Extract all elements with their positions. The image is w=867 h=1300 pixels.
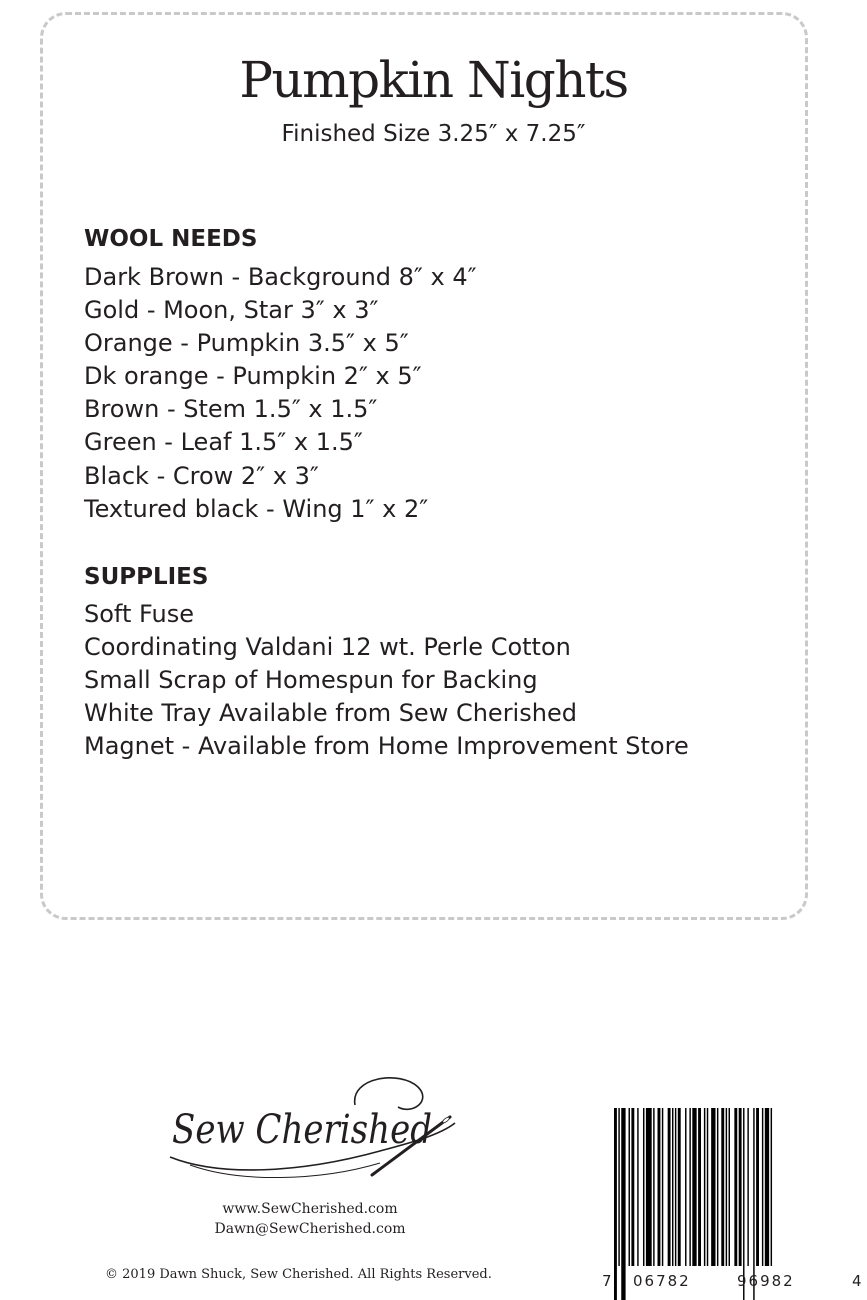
barcode-bar [734,1108,737,1266]
list-item: Dark Brown - Background 8″ x 4″ [84,263,477,291]
barcode-bar [771,1108,772,1266]
barcode-bar [765,1108,769,1266]
pattern-title: Pumpkin Nights [239,51,628,109]
barcode-bar [711,1108,715,1266]
website: www.SewCherished.com [222,1201,398,1217]
copyright: © 2019 Dawn Shuck, Sew Cherished. All Rights Reserved. [105,1267,492,1282]
list-item: Coordinating Valdani 12 wt. Perle Cotton [84,633,571,662]
barcode-bar [729,1108,730,1266]
supplies-heading: SUPPLIES [84,564,209,590]
barcode-bar [646,1108,652,1266]
barcode-bar [721,1108,724,1266]
email: Dawn@SewCherished.com [214,1221,406,1237]
svg-text:Sew Cherished: Sew Cherished [172,1107,432,1153]
list-item: Black - Crow 2″ x 3″ [84,461,319,490]
list-item: Textured black - Wing 1″ x 2″ [84,494,429,523]
wool-needs-heading: WOOL NEEDS [84,226,258,252]
barcode-bar [698,1108,701,1266]
barcode-bar [643,1108,644,1266]
list-item: Orange - Pumpkin 3.5″ x 5″ [84,329,409,358]
barcode-digits-right: 96982 [737,1272,795,1290]
barcode-bar [672,1108,673,1266]
supplies-list [84,598,689,763]
barcode-bar [756,1108,759,1266]
barcode-bar [717,1108,718,1266]
list-item: Small Scrap of Homespun for Backing [84,666,538,695]
barcode-bar [662,1108,663,1266]
barcode-bar [614,1108,617,1300]
barcode-digits-check: 4 [852,1272,864,1290]
list-item: Dk orange - Pumpkin 2″ x 5″ [84,362,422,391]
list-item: Brown - Stem 1.5″ x 1.5″ [84,395,378,424]
list-item: Gold - Moon, Star 3″ x 3″ [84,296,379,325]
barcode-bar [668,1108,671,1266]
barcode-bar [653,1108,654,1266]
barcode-bar [707,1108,708,1266]
barcode-bar [629,1108,630,1266]
barcode-bar [621,1108,625,1300]
barcode-bar [675,1108,676,1266]
barcode-bar [689,1108,690,1266]
list-item: Green - Leaf 1.5″ x 1.5″ [84,428,363,457]
barcode-bar [631,1108,634,1266]
barcode-bar [678,1108,681,1266]
barcode-digits-left: 06782 [633,1272,691,1290]
list-item: White Tray Available from Sew Cherished [84,699,577,728]
barcode-bar [692,1108,696,1266]
barcode-bar [637,1108,638,1266]
list-item: Magnet - Available from Home Improvement Store [84,732,689,761]
finished-size: Finished Size 3.25″ x 7.25″ [281,121,586,147]
barcode-bar [726,1108,727,1266]
barcode-bar [618,1108,619,1266]
barcode-bar [704,1108,705,1266]
barcode-bar [762,1108,763,1266]
barcode-bar [739,1108,742,1266]
sew-cherished-logo [150,1065,470,1185]
barcode-bar [685,1108,686,1266]
list-item: Soft Fuse [84,600,194,628]
wool-needs-list [84,261,477,526]
barcode-bar [658,1108,661,1266]
barcode-digits-lead: 7 [602,1272,614,1290]
barcode-bar [747,1108,748,1266]
